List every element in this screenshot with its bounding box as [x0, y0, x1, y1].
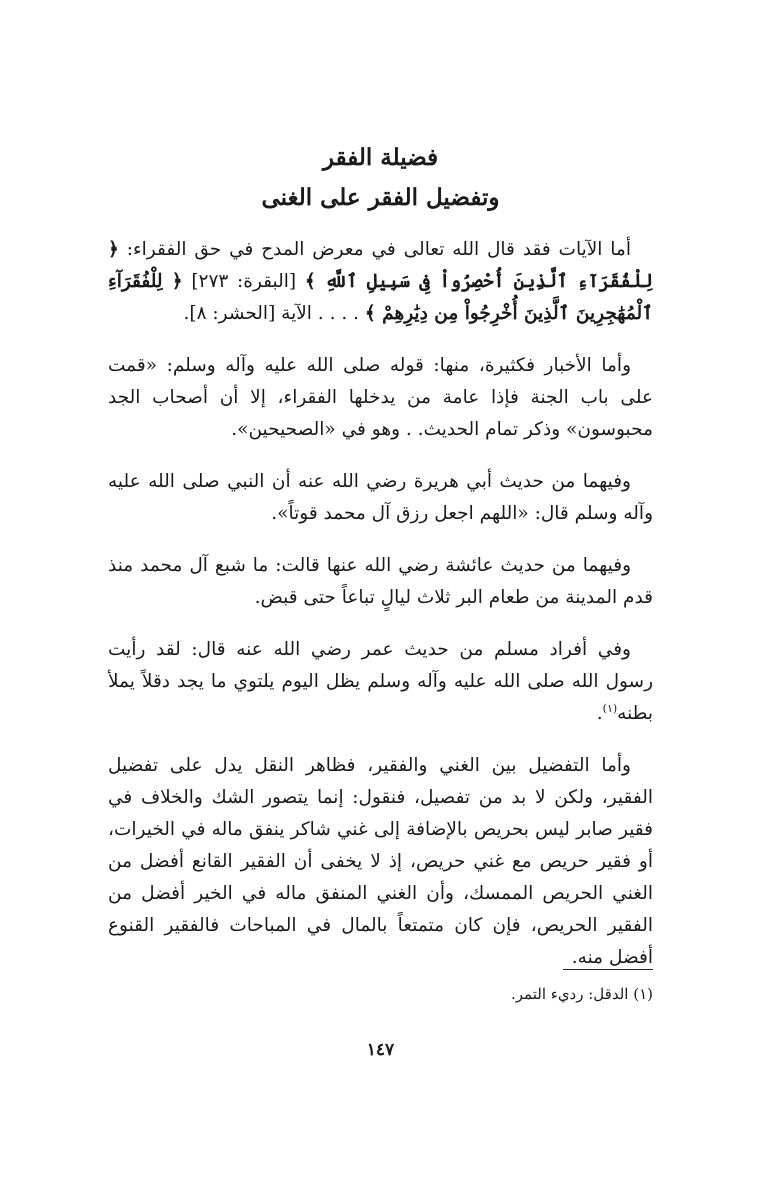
chapter-subtitle: وتفضيل الفقر على الغنى	[261, 184, 500, 211]
paragraph-text: وفيهما من حديث أبي هريرة رضي الله عنه أن النبي صلى الله عليه وآله وسلم قال: «اللهم اجعل رزق آل محمد قوتاً».	[108, 471, 653, 524]
page-number: ١٤٧	[366, 1040, 395, 1060]
chapter-title: فضيلة الفقر	[322, 144, 439, 171]
paragraph-comparison	[108, 750, 653, 974]
quran-verse-1: ﴿ لِلْفُقَرَآءِ ٱلَّذِينَ أُحْصِرُواْ فِى سَبِيلِ ٱللَّهِ ﴾	[108, 239, 654, 292]
paragraph-end: .	[596, 703, 603, 724]
footnote-divider	[563, 969, 653, 970]
paragraph-text: وأما التفضيل بين الغني والفقير، فظاهر النقل يدل على تفضيل الفقير، ولكن لا بد من تفصيل، فنقول: إنما يتصور الشك والخلاف في فقير صابر ليس بحريص بالإضافة إلى غني شاكر ينفق ماله في الخيرات، أو فقير حريص مع غني حريص، إذ لا يخفى أن الفقير القانع أفضل من الغني الحريص الممسك، وأن الغني المنفق ماله في الخير أفضل من الفقير الحريص، فإن كان متمتعاً بالمال في المباحات فالفقير القنوع أفضل منه.	[108, 755, 653, 968]
footnote: (١) الدقل: رديء التمر.	[511, 985, 653, 1003]
paragraph-hadith-2	[108, 466, 653, 530]
verse-reference-2: . . . . الآية [الحشر: ٨].	[183, 303, 359, 324]
quran-verse-2: ﴿ لِلْفُقَرَآءِ ٱلْمُهَٰجِرِينَ ٱلَّذِينَ أُخْرِجُواْ مِن دِيَٰرِهِمْ ﴾	[108, 271, 653, 324]
verses-intro: أما الآيات فقد قال الله تعالى في معرض المدح في حق الفقراء:	[126, 239, 631, 260]
footnote-marker[interactable]: (١)	[602, 701, 618, 715]
chapter-heading	[108, 138, 653, 234]
paragraph-hadith-1	[108, 350, 653, 446]
paragraph-verses	[108, 234, 653, 330]
paragraph-text: وفي أفراد مسلم من حديث عمر رضي الله عنه قال: لقد رأيت رسول الله صلى الله عليه وآله وسلم يظل اليوم يلتوي ما يجد دقلاً يملأ بطنه	[108, 639, 653, 724]
book-page	[108, 130, 653, 1140]
paragraph-text: وأما الأخبار فكثيرة، منها: قوله صلى الله عليه وآله وسلم: «قمت على باب الجنة فإذا عامة من يدخلها الفقراء، إلا أن أصحاب الجد محبوسون» وذكر تمام الحديث. . وهو في «الصحيحين».	[108, 355, 653, 440]
paragraph-hadith-4	[108, 634, 653, 730]
verse-reference-1: [البقرة: ٢٧٣]	[191, 271, 297, 292]
paragraph-text: وفيهما من حديث عائشة رضي الله عنها قالت: ما شبع آل محمد منذ قدم المدينة من طعام البر ثلاث ليالٍ تباعاً حتى قبض.	[108, 555, 653, 608]
paragraph-hadith-3	[108, 550, 653, 614]
